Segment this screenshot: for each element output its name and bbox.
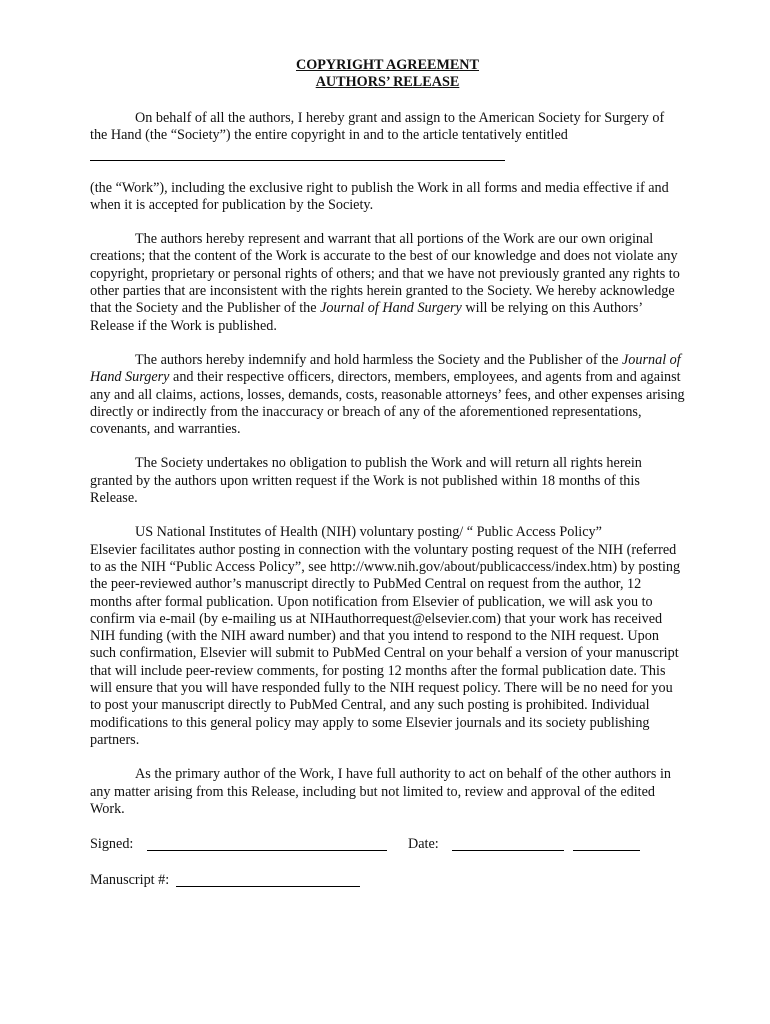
date-field-extra[interactable] bbox=[573, 836, 640, 851]
document-title: COPYRIGHT AGREEMENT bbox=[295, 57, 480, 73]
journal-name: Journal of Hand Surgery bbox=[320, 300, 462, 317]
paragraph-nih-policy: Elsevier facilitates author posting in connection with the voluntary posting request of the NIH (referred to as the NIH “Public Access Policy”, see http://www.nih.gov/about/publicaccess/index.htm) by posting the peer-reviewed author’s manuscript directly to PubMed Central on request from the author, 12 months after formal publication. Upon notification from Elsevier of publication, we will ask you to confirm via e-mail (by e-mailing us at NIHauthorrequest@elsevier.com) that your work has received NIH funding (with the NIH award number) and that you intend to respond to the NIH request. Upon such confirmation, Elsevier will submit to PubMed Central on your behalf a version of your manuscript that will include peer-review comments, for posting 12 months after the formal publication date. This will ensure that you will have responded fully to the NIH request policy. There will be no need for you to post your manuscript directly to PubMed Central, and any such posting is prohibited. Individual modifications to this general policy may apply to some Elsevier journals and its society publishing partners. bbox=[90, 541, 681, 748]
paragraph-work: (the “Work”), including the exclusive right to publish the Work in all forms and media effective if and when it is accepted for publication by the Society. bbox=[90, 179, 669, 213]
paragraph-grant: On behalf of all the authors, I hereby grant and assign to the American Society for Surgery of the Hand (the “Society”) the entire copyright in and to the article tentatively entitled bbox=[90, 110, 665, 144]
paragraph-nih-heading: US National Institutes of Health (NIH) voluntary posting/ “ Public Access Policy” bbox=[135, 524, 602, 541]
signed-label: Signed: bbox=[90, 836, 134, 853]
date-label: Date: bbox=[408, 836, 439, 853]
signature-row bbox=[90, 836, 685, 856]
manuscript-field[interactable] bbox=[176, 872, 360, 887]
paragraph-authority: As the primary author of the Work, I have full authority to act on behalf of the other authors in any matter arising from this Release, including but not limited to, review and approval of the edited Work. bbox=[90, 766, 671, 817]
paragraph-warranty: The authors hereby represent and warrant that all portions of the Work are our own original creations; that the content of the Work is accurate to the best of our knowledge and does not violate any copyright, proprietary or personal rights of others; and that we have not previously granted any rights to other parties that are inconsistent with the rights herein granted to the Society. We hereby acknowledge that the Society and the Publisher of the Journal of Hand Surgery will be relying on this Authors’ Release if the Work is published. bbox=[90, 231, 680, 334]
manuscript-label: Manuscript #: bbox=[90, 872, 170, 889]
document-page bbox=[90, 57, 685, 892]
paragraph-indemnify: The authors hereby indemnify and hold harmless the Society and the Publisher of the Journal of Hand Surgery and their respective officers, directors, members, employees, and agents from and against any and all claims, actions, losses, demands, costs, reasonable attorneys’ fees, and other expenses arising directly or indirectly from the inaccuracy or breach of any of the aforementioned representations, covenants, and warranties. bbox=[90, 351, 685, 438]
manuscript-row bbox=[90, 872, 685, 892]
journal-name: Journal of Hand Surgery bbox=[90, 351, 681, 386]
article-title-field[interactable] bbox=[90, 146, 505, 161]
signature-field[interactable] bbox=[147, 836, 387, 851]
date-field[interactable] bbox=[452, 836, 564, 851]
document-subtitle: AUTHORS’ RELEASE bbox=[315, 74, 460, 90]
paragraph-obligation: The Society undertakes no obligation to publish the Work and will return all rights herein granted by the authors upon written request if the Work is not published within 18 months of this Release. bbox=[90, 455, 642, 507]
